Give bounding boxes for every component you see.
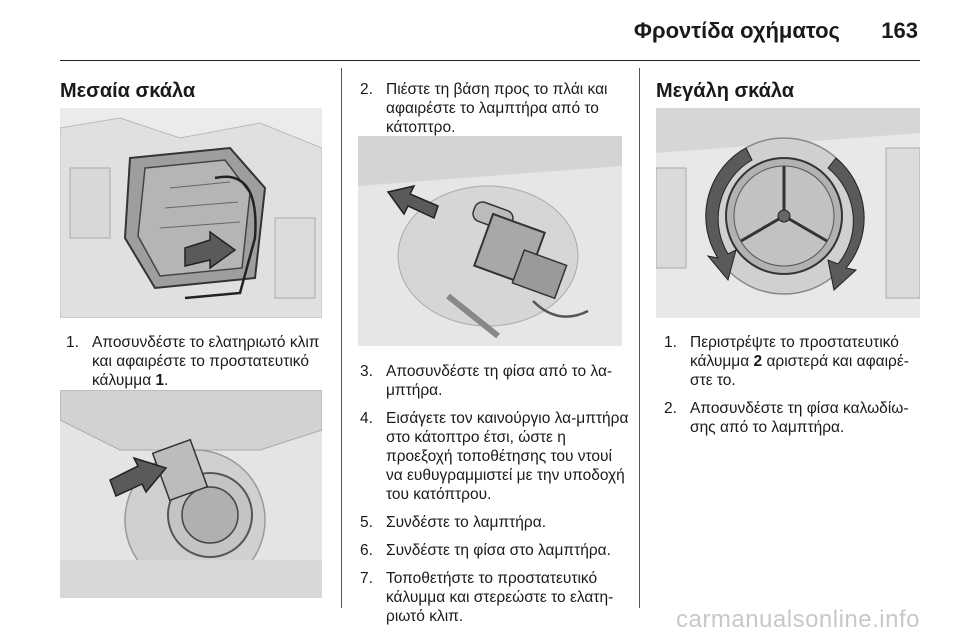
steps-list-middle-bottom — [360, 362, 630, 635]
step-item — [360, 541, 630, 560]
cover-illustration — [60, 108, 322, 318]
figure-cover-removal — [60, 108, 322, 318]
column-divider-left — [341, 68, 342, 608]
figure-clip-release — [60, 390, 322, 598]
step-item — [66, 333, 331, 390]
chapter-title: Φροντίδα οχήματος — [633, 18, 840, 43]
page-number: 163 — [881, 18, 918, 43]
figure-round-cover — [656, 108, 920, 318]
step-item — [664, 333, 929, 390]
step-bold-ref: 2 — [753, 353, 763, 370]
header-divider — [60, 60, 920, 61]
step-number: 6. — [360, 542, 373, 559]
column-divider-right — [639, 68, 640, 608]
page-header — [0, 0, 960, 60]
step-number: 2. — [360, 81, 373, 98]
step-text: Συνδέστε το λαμπτήρα. — [386, 514, 547, 531]
section-title-medium-beam: Μεσαία σκάλα — [60, 80, 196, 102]
steps-list-high — [664, 333, 929, 446]
step-text: Περιστρέψτε το προστατευτικό κάλυμμα — [690, 334, 899, 370]
step-item — [360, 362, 630, 400]
round-cover-illustration — [656, 108, 920, 318]
step-item — [360, 513, 630, 532]
step-text-after: αριστερά και αφαιρέ-στε το. — [690, 353, 909, 389]
step-text: Αποσυνδέστε τη φίσα από το λα-μπτήρα. — [386, 363, 613, 399]
step-item — [360, 569, 630, 626]
bulb-illustration — [358, 136, 622, 346]
step-number: 5. — [360, 514, 373, 531]
step-item — [360, 409, 630, 504]
section-title-high-beam: Μεγάλη σκάλα — [656, 80, 795, 102]
step-text: Συνδέστε τη φίσα στο λαμπτήρα. — [386, 542, 611, 559]
step-number: 1. — [66, 334, 79, 351]
step-text: Αποσυνδέστε τη φίσα καλωδίω-σης από το λαμπτήρα. — [690, 400, 909, 436]
step-number: 3. — [360, 363, 373, 380]
step-text: Αποσυνδέστε το ελατηριωτό κλιπ και αφαιρέστε το προστατευτικό κάλυμμα — [92, 334, 320, 389]
step-text: Τοποθετήστε το προστατευτικό κάλυμμα και στερεώστε το ελατη-ριωτό κλιπ. — [386, 570, 614, 625]
step-text: Πιέστε τη βάση προς το πλάι και αφαιρέστε το λαμπτήρα από το κάτοπτρο. — [386, 81, 608, 136]
step-text-after: . — [164, 372, 169, 389]
figure-bulb-removal — [358, 136, 622, 346]
step-number: 4. — [360, 410, 373, 427]
step-text: Εισάγετε τον καινούργιο λα-μπτήρα στο κάτοπτρο έτσι, ώστε η προεξοχή τοποθέτησης του ντουί να ευθυγραμμιστεί με την υποδοχή του κατόπτρου. — [386, 410, 629, 503]
step-item — [360, 80, 625, 137]
step-number: 1. — [664, 334, 677, 351]
clip-illustration — [60, 390, 322, 598]
step-item — [664, 399, 929, 437]
step-number: 7. — [360, 570, 373, 587]
step-bold-ref: 1 — [155, 372, 165, 389]
step-number: 2. — [664, 400, 677, 417]
watermark: carmanualsonline.info — [676, 606, 920, 633]
